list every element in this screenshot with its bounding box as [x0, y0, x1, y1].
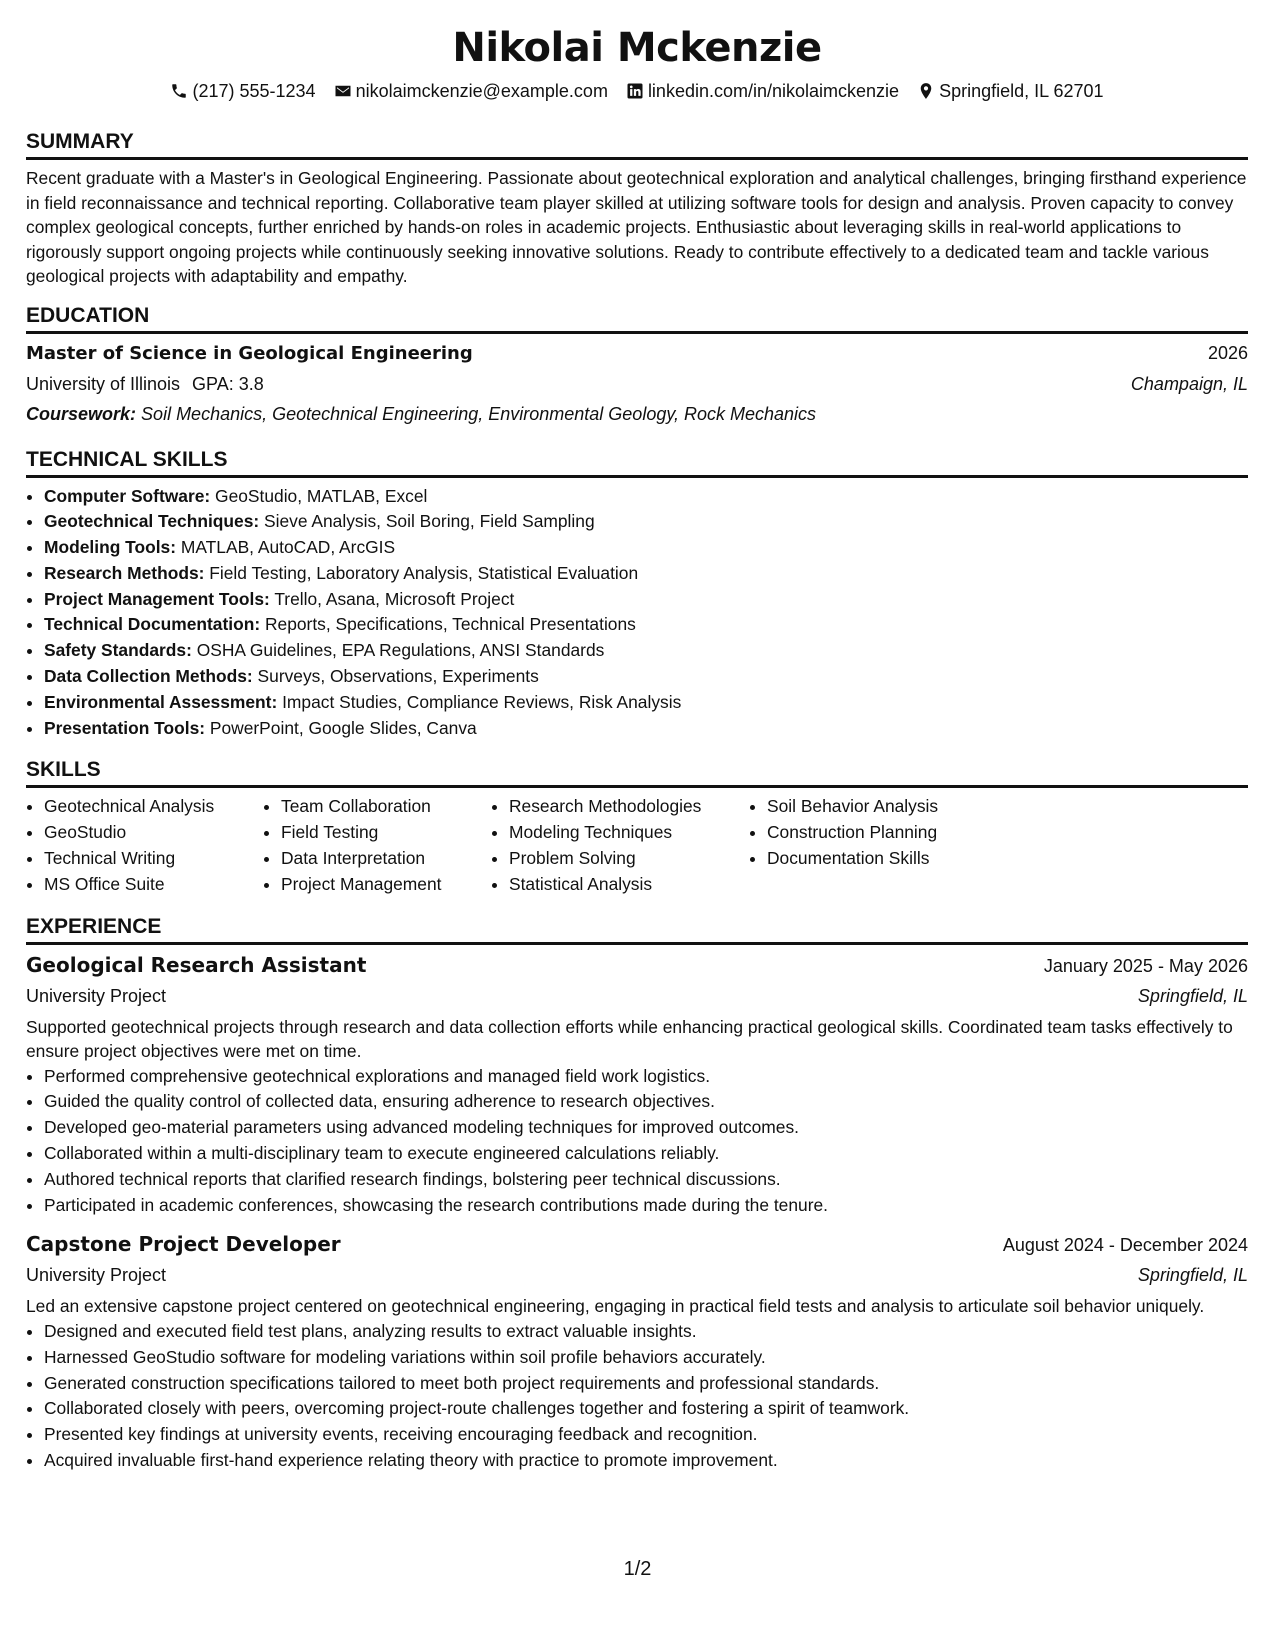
phone-icon	[170, 82, 188, 100]
list-item: • Statistical Analysis	[509, 872, 749, 898]
skill-category: Geotechnical Techniques:	[44, 511, 260, 532]
list-item	[44, 484, 1248, 510]
skills-column	[26, 794, 263, 897]
graduation-year: 2026	[1207, 342, 1248, 363]
school-location: Champaign, IL	[1130, 373, 1248, 394]
skill-category: Data Collection Methods:	[44, 666, 253, 687]
list-item: • Collaborated within a multi-disciplinary team to execute engineered calculations reliably.	[44, 1141, 1248, 1167]
section-title-education: EDUCATION	[26, 303, 1248, 334]
list-item: • Problem Solving	[509, 846, 749, 872]
list-item	[44, 535, 1248, 561]
location-text: Springfield, IL 62701	[939, 81, 1104, 101]
summary-text: Recent graduate with a Master's in Geological Engineering. Passionate about geotechnical exploration and analytical challenges, bringing firsthand experience in field reconnaissance and technical reporting. Collaborative team player skilled at utilizing software tools for design and analysis. Proven capacity to convey complex geological concepts, further enriched by hands-on roles in academic projects. Enthusiastic about leveraging skills in real-world applications to rigorously support ongoing projects while continuously seeking innovative solutions. Ready to contribute effectively to a dedicated team and tackle various geological projects with adaptability and empathy.	[26, 168, 1247, 286]
skill-values: Trello, Asana, Microsoft Project	[274, 588, 515, 609]
contact-linkedin[interactable]	[626, 79, 899, 103]
skill-category: Modeling Tools:	[44, 537, 177, 558]
gpa: GPA: 3.8	[192, 373, 264, 394]
list-item: • GeoStudio	[44, 820, 263, 846]
skill-values: Surveys, Observations, Experiments	[257, 666, 539, 687]
list-item	[44, 690, 1248, 716]
list-item: • Harnessed GeoStudio software for modeling variations within soil profile behaviors accurately.	[44, 1345, 1248, 1371]
list-item: • Project Management	[281, 872, 491, 898]
technical-skills-section	[26, 447, 1248, 742]
job-header-row	[26, 949, 1248, 981]
page-number: 1/2	[623, 1558, 652, 1580]
resume-page	[26, 18, 1248, 1474]
skills-column	[749, 794, 1007, 897]
experience-section	[26, 914, 1248, 1474]
technical-skills-list	[26, 484, 1248, 742]
phone-text: (217) 555-1234	[192, 81, 316, 101]
job-org-row	[26, 1260, 1248, 1290]
skill-values: Field Testing, Laboratory Analysis, Statistical Evaluation	[209, 562, 639, 583]
skill-values: Reports, Specifications, Technical Presentations	[264, 614, 636, 635]
contact-location	[917, 79, 1103, 103]
skills-column	[263, 794, 491, 897]
linkedin-icon	[626, 82, 644, 100]
job-bullets	[26, 1064, 1248, 1219]
education-header-row	[26, 338, 1248, 369]
job-location: Springfield, IL	[1137, 1265, 1248, 1286]
list-item: • Developed geo-material parameters using advanced modeling techniques for improved outcomes.	[44, 1115, 1248, 1141]
coursework-label: Coursework:	[26, 403, 137, 424]
job-org: University Project	[26, 985, 167, 1006]
skill-values: OSHA Guidelines, EPA Regulations, ANSI Standards	[196, 640, 605, 661]
skill-values: Sieve Analysis, Soil Boring, Field Sampling	[264, 511, 595, 532]
skill-values: GeoStudio, MATLAB, Excel	[215, 485, 428, 506]
skill-category: Presentation Tools:	[44, 717, 206, 738]
school-name: University of Illinois	[26, 373, 181, 394]
list-item	[44, 716, 1248, 742]
coursework-list: Soil Mechanics, Geotechnical Engineering, Environmental Geology, Rock Mechanics	[141, 403, 817, 424]
skill-values: MATLAB, AutoCAD, ArcGIS	[180, 537, 396, 558]
section-title-skills: SKILLS	[26, 757, 1248, 788]
map-pin-icon	[917, 82, 935, 100]
list-item: • Geotechnical Analysis	[44, 794, 263, 820]
list-item	[44, 509, 1248, 535]
email-text[interactable]: nikolaimckenzie@example.com	[355, 81, 608, 101]
linkedin-text[interactable]: linkedin.com/in/nikolaimckenzie	[647, 81, 900, 101]
list-item: • MS Office Suite	[44, 872, 263, 898]
list-item: • Designed and executed field test plans, analyzing results to extract valuable insights.	[44, 1319, 1248, 1345]
list-item: • Authored technical reports that clarified research findings, bolstering peer technical discussions.	[44, 1167, 1248, 1193]
skill-category: Environmental Assessment:	[44, 691, 278, 712]
list-item	[44, 587, 1248, 613]
list-item: • Research Methodologies	[509, 794, 749, 820]
skills-section	[26, 757, 1248, 897]
list-item: • Modeling Techniques	[509, 820, 749, 846]
list-item: • Generated construction specifications tailored to meet both project requirements and professional standards.	[44, 1371, 1248, 1397]
job-bullets	[26, 1319, 1248, 1474]
education-school-row	[26, 369, 1248, 399]
job-org: University Project	[26, 1265, 167, 1286]
envelope-icon	[334, 82, 352, 100]
education-section	[26, 303, 1248, 429]
job-entry	[26, 1228, 1248, 1473]
list-item: • Data Interpretation	[281, 846, 491, 872]
list-item: • Construction Planning	[767, 820, 1007, 846]
list-item	[44, 664, 1248, 690]
skill-category: Project Management Tools:	[44, 588, 270, 609]
contact-email[interactable]	[334, 79, 608, 103]
coursework-line	[26, 399, 1248, 429]
degree-title: Master of Science in Geological Engineering	[26, 342, 473, 364]
list-item: • Documentation Skills	[767, 846, 1007, 872]
skills-column	[491, 794, 749, 897]
job-dates: August 2024 - December 2024	[1002, 1235, 1248, 1256]
list-item: • Performed comprehensive geotechnical explorations and managed field work logistics.	[44, 1064, 1248, 1090]
list-item: • Soil Behavior Analysis	[767, 794, 1007, 820]
job-dates: January 2025 - May 2026	[1043, 955, 1248, 976]
list-item	[44, 561, 1248, 587]
job-title: Geological Research Assistant	[26, 952, 367, 977]
skill-category: Safety Standards:	[44, 640, 192, 661]
list-item: • Presented key findings at university events, receiving encouraging feedback and recognition.	[44, 1422, 1248, 1448]
section-title-summary: SUMMARY	[26, 129, 1248, 160]
list-item: • Team Collaboration	[281, 794, 491, 820]
job-description: Supported geotechnical projects through research and data collection efforts while enhancing practical geological skills. Coordinated team tasks effectively to ensure project objectives were met on time.	[26, 1016, 1233, 1062]
list-item	[44, 612, 1248, 638]
skill-category: Technical Documentation:	[44, 614, 261, 635]
school-line	[26, 369, 264, 399]
summary-section	[26, 129, 1248, 289]
job-header-row	[26, 1228, 1248, 1260]
job-entry	[26, 949, 1248, 1219]
contact-phone	[170, 79, 315, 103]
job-description: Led an extensive capstone project centered on geotechnical engineering, engaging in practical field tests and analysis to articulate soil behavior uniquely.	[26, 1296, 1205, 1317]
list-item: • Guided the quality control of collected data, ensuring adherence to research objectives.	[44, 1089, 1248, 1115]
list-item	[44, 638, 1248, 664]
job-title: Capstone Project Developer	[26, 1232, 341, 1257]
job-location: Springfield, IL	[1137, 985, 1248, 1006]
candidate-name: Nikolai Mckenzie	[452, 25, 822, 71]
list-item: • Collaborated closely with peers, overcoming project-route challenges together and fostering a spirit of teamwork.	[44, 1396, 1248, 1422]
list-item: • Field Testing	[281, 820, 491, 846]
list-item: • Technical Writing	[44, 846, 263, 872]
skill-values: Impact Studies, Compliance Reviews, Risk Analysis	[282, 691, 682, 712]
section-title-experience: EXPERIENCE	[26, 914, 1248, 945]
list-item: • Acquired invaluable first-hand experience relating theory with practice to promote improvement.	[44, 1448, 1248, 1474]
skill-values: PowerPoint, Google Slides, Canva	[209, 717, 477, 738]
section-title-technical-skills: TECHNICAL SKILLS	[26, 447, 1248, 478]
skills-grid	[26, 794, 1248, 897]
job-org-row	[26, 981, 1248, 1011]
skill-category: Research Methods:	[44, 562, 205, 583]
contact-bar	[26, 79, 1248, 103]
skill-category: Computer Software:	[44, 485, 211, 506]
list-item: • Participated in academic conferences, showcasing the research contributions made during the tenure.	[44, 1193, 1248, 1219]
